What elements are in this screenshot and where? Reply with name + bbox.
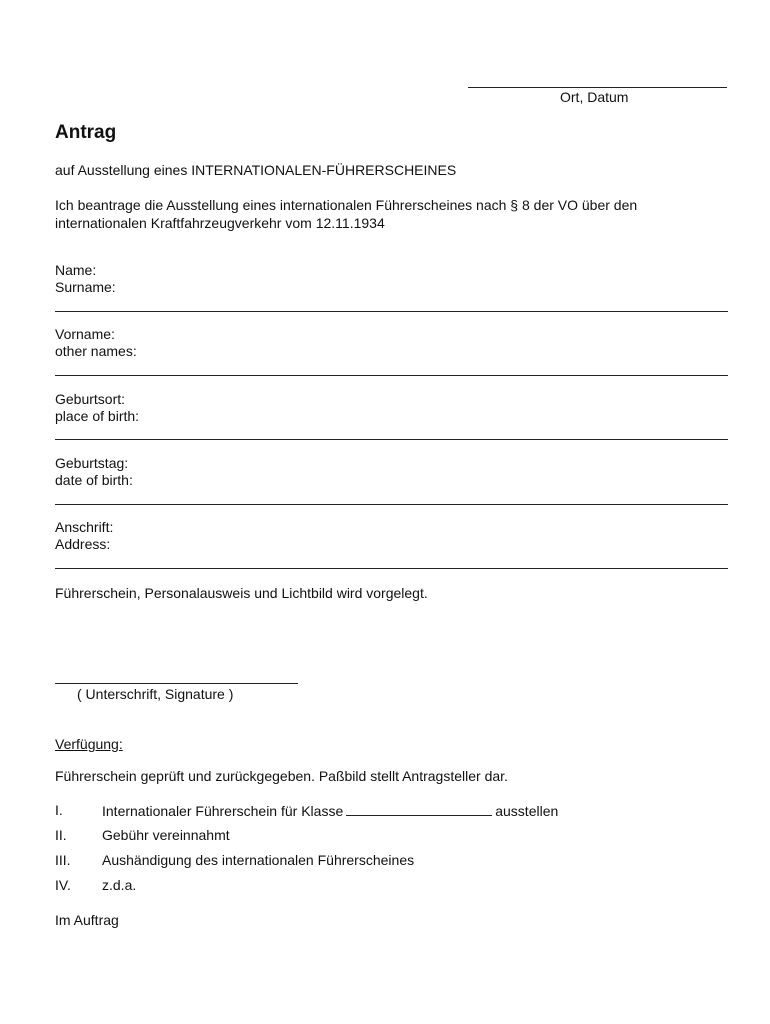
place-date-label: Ort, Datum xyxy=(560,89,629,105)
field-date-of-birth-label-de: Geburtstag: xyxy=(55,455,129,471)
field-address xyxy=(55,519,113,553)
field-date-of-birth-label-en: date of birth: xyxy=(55,472,133,488)
order-heading: Verfügung: xyxy=(55,736,123,752)
field-other-names-label-de: Vorname: xyxy=(55,326,115,342)
field-address-line[interactable] xyxy=(55,568,728,569)
field-other-names-line[interactable] xyxy=(55,375,728,376)
place-date-line xyxy=(468,87,727,88)
document-subtitle: auf Ausstellung eines INTERNATIONALEN-FÜHRERSCHEINES xyxy=(55,162,457,178)
order-item-number: II. xyxy=(55,827,67,843)
order-item-fee: Gebühr vereinnahmt xyxy=(102,827,230,843)
field-place-of-birth-line[interactable] xyxy=(55,439,728,440)
order-text: Führerschein geprüft und zurückgegeben. Paßbild stellt Antragsteller dar. xyxy=(55,768,508,784)
field-surname-label-de: Name: xyxy=(55,262,97,278)
field-other-names xyxy=(55,326,137,360)
order-item-class-suffix: ausstellen xyxy=(495,803,559,819)
signature-label: ( Unterschrift, Signature ) xyxy=(77,686,234,702)
order-item-class xyxy=(102,802,558,819)
document-title: Antrag xyxy=(55,122,117,143)
order-item-number: IV. xyxy=(55,877,71,893)
field-surname-label-en: Surname: xyxy=(55,279,116,295)
field-address-label-en: Address: xyxy=(55,536,111,552)
field-surname-line[interactable] xyxy=(55,311,728,312)
order-item-number: III. xyxy=(55,852,71,868)
order-item-class-text: Internationaler Führerschein für Klasse xyxy=(102,803,344,819)
field-other-names-label-en: other names: xyxy=(55,343,137,359)
application-statement: Ich beantrage die Ausstellung eines internationalen Führerscheines nach § 8 der VO über den internationalen Kraftfahrzeugverkehr vom 12.11.1934 xyxy=(55,197,638,231)
signature-line[interactable] xyxy=(55,683,298,684)
order-item-file: z.d.a. xyxy=(102,877,137,893)
documents-presented-note: Führerschein, Personalausweis und Lichtbild wird vorgelegt. xyxy=(55,585,428,601)
field-address-label-de: Anschrift: xyxy=(55,519,114,535)
field-date-of-birth-line[interactable] xyxy=(55,504,728,505)
field-place-of-birth xyxy=(55,391,139,425)
field-place-of-birth-label-de: Geburtsort: xyxy=(55,391,126,407)
field-place-of-birth-label-en: place of birth: xyxy=(55,408,140,424)
order-item-number: I. xyxy=(55,802,63,818)
field-date-of-birth xyxy=(55,455,133,489)
on-behalf-label: Im Auftrag xyxy=(55,912,119,928)
order-item-handover: Aushändigung des internationalen Führerscheines xyxy=(102,852,415,868)
field-surname xyxy=(55,262,116,296)
license-class-blank[interactable] xyxy=(346,802,492,816)
